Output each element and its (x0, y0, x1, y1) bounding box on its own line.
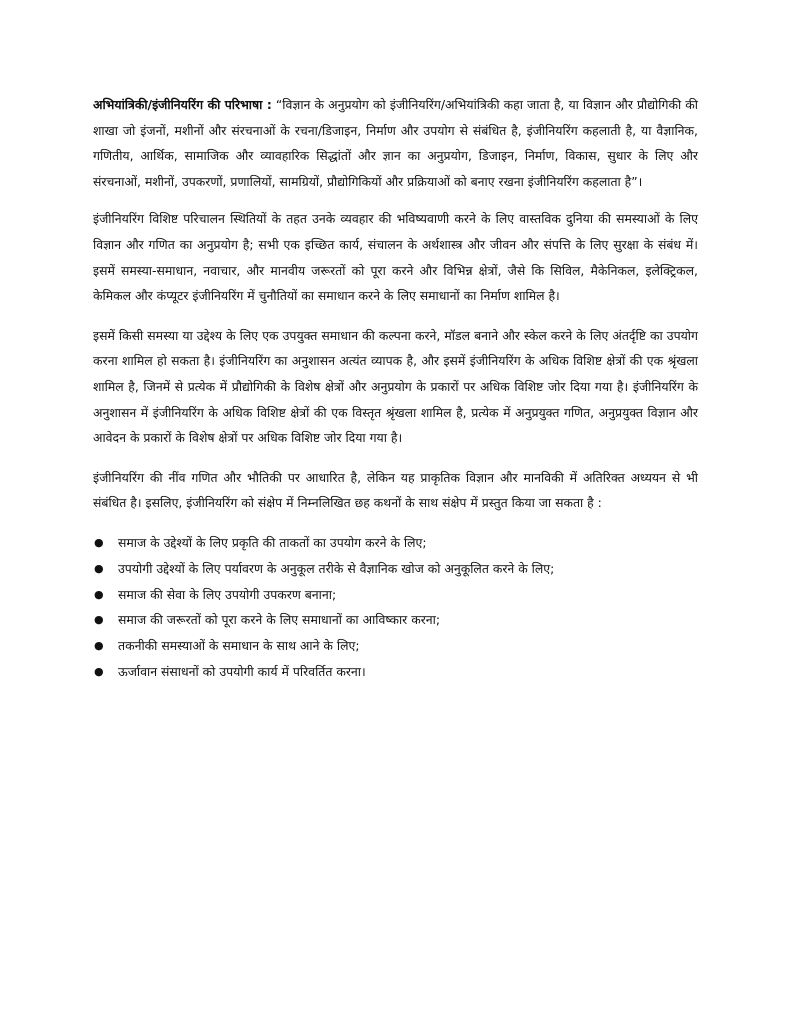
bullet-icon: ● (94, 561, 104, 575)
paragraph-foundation: इंजीनियरिंग की नींव गणित और भौतिकी पर आधारित है, लेकिन यह प्राकृतिक विज्ञान और मानविकी में अतिरिक्त अध्ययन से भी संबंधित है। इसलिए, इंजीनियरिंग को संक्षेप में निम्नलिखित छह कथनों के साथ संक्षेप में प्रस्तुत किया जा सकता है : (93, 469, 698, 511)
bullet-icon: ● (94, 613, 104, 627)
list-item-text: समाज की जरूरतों को पूरा करने के लिए समाधानों का आविष्कार करना; (118, 612, 441, 628)
bullet-icon: ● (94, 639, 104, 653)
list-item (93, 659, 698, 685)
list-item-text: समाज की सेवा के लिए उपयोगी उपकरण बनाना; (118, 586, 337, 602)
list-item-text: तकनीकी समस्याओं के समाधान के साथ आने के लिए; (118, 638, 360, 654)
definition-paragraph (93, 92, 698, 194)
bullet-icon: ● (94, 587, 104, 601)
list-item-text: उपयोगी उद्देश्यों के लिए पर्यावरण के अनुकूल तरीके से वैज्ञानिक खोज को अनुकूलित करने के लिए; (118, 560, 555, 576)
list-item (93, 530, 698, 556)
document-body (93, 92, 698, 685)
paragraph-operating-conditions: इंजीनियरिंग विशिष्ट परिचालन स्थितियों के तहत उनके व्यवहार की भविष्यवाणी करने के लिए वास्तविक दुनिया की समस्याओं के लिए विज्ञान और गणित का अनुप्रयोग है; सभी एक इच्छित कार्य, संचालन के अर्थशास्त्र और जीवन और संपत्ति के लिए सुरक्षा के संबंध में। इसमें समस्या-समाधान, नवाचार, और मानवीय जरूरतों को पूरा करने और विभिन्न क्षेत्रों, जैसे कि सिविल, मैकेनिकल, इलेक्ट्रिकल, केमिकल और कंप्यूटर इंजीनियरिंग में चुनौतियों का समाधान करने के लिए समाधानों का निर्माण शामिल है। (93, 211, 698, 304)
list-item-text: ऊर्जावान संसाधनों को उपयोगी कार्य में परिवर्तित करना। (118, 663, 366, 679)
list-item (93, 633, 698, 659)
definition-term: अभियांत्रिकी/इंजीनियरिंग की परिभाषा : (93, 97, 272, 112)
list-item-text: समाज के उद्देश्यों के लिए प्रकृति की ताकतों का उपयोग करने के लिए; (118, 534, 427, 550)
bullet-icon: ● (94, 535, 104, 549)
list-item (93, 582, 698, 608)
definition-text: “विज्ञान के अनुप्रयोग को इंजीनियरिंग/अभियांत्रिकी कहा जाता है, या विज्ञान और प्रौद्योगिकी की शाखा जो इंजनों, मशीनों और संरचनाओं के रचना/डिजाइन, निर्माण और उपयोग से संबंधित है, इंजीनियरिंग कहलाती है, या वैज्ञानिक, गणितीय, आर्थिक, सामाजिक और व्यावहारिक सिद्धांतों और ज्ञान का अनुप्रयोग, डिजाइन, निर्माण, विकास, सुधार के लिए और संरचनाओं, मशीनों, उपकरणों, प्रणालियों, सामग्रियों, प्रौद्योगिकियों और प्रक्रियाओं को बनाए रखना इंजीनियरिंग कहलाता है”। (93, 97, 698, 189)
list-item (93, 556, 698, 582)
bullet-icon: ● (94, 664, 104, 678)
paragraph-discipline-scope: इसमें किसी समस्या या उद्देश्य के लिए एक उपयुक्त समाधान की कल्पना करने, मॉडल बनाने और स्केल करने के लिए अंतर्दृष्टि का उपयोग करना शामिल हो सकता है। इंजीनियरिंग का अनुशासन अत्यंत व्यापक है, और इसमें इंजीनियरिंग के अधिक विशिष्ट क्षेत्रों की एक श्रृंखला शामिल है, जिनमें से प्रत्येक में प्रौद्योगिकी के विशेष क्षेत्रों और अनुप्रयोग के प्रकारों पर अधिक विशिष्ट जोर दिया गया है। इंजीनियरिंग के अनुशासन में इंजीनियरिंग के अधिक विशिष्ट क्षेत्रों की एक विस्तृत श्रृंखला शामिल है, प्रत्येक में अनुप्रयुक्त गणित, अनुप्रयुक्त विज्ञान और आवेदन के प्रकारों के विशेष क्षेत्रों पर अधिक विशिष्ट जोर दिया गया है। (93, 327, 698, 446)
list-item (93, 607, 698, 633)
summary-bullet-list (93, 530, 698, 685)
